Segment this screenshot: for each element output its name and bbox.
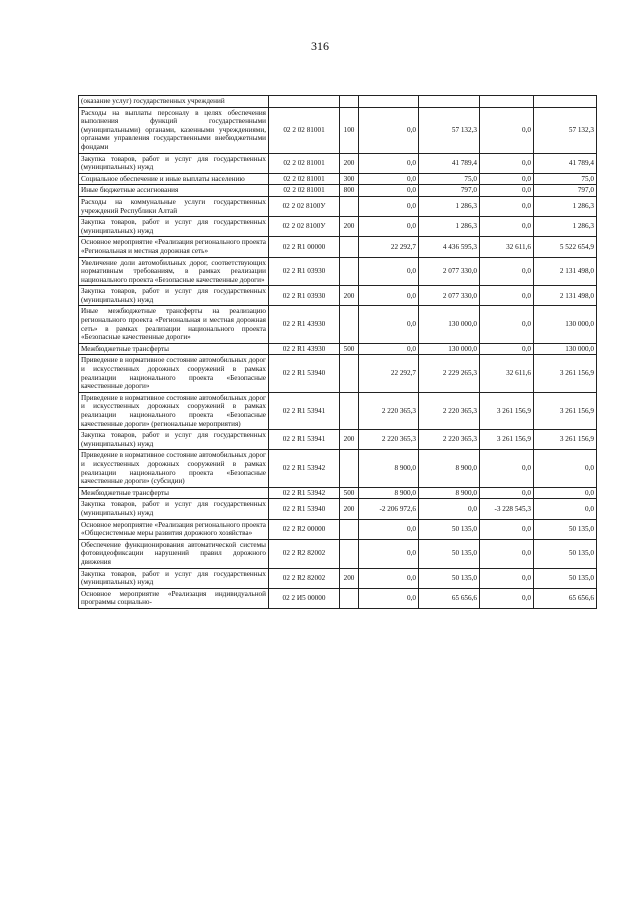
row-value-2: 2 077 330,0 xyxy=(419,257,480,286)
row-expense-type xyxy=(340,450,359,487)
row-name: Приведение в нормативное состояние автомобильных дорог и искусственных дорожных сооружений в рамках реализации национального проекта «Безопасные качественные дороги» xyxy=(79,355,269,392)
table-row xyxy=(79,588,597,608)
row-name: Закупка товаров, работ и услуг для государственных (муниципальных) нужд xyxy=(79,217,269,237)
row-expense-type xyxy=(340,588,359,608)
row-value-1: 0,0 xyxy=(359,343,419,355)
table-row xyxy=(79,153,597,173)
row-value-4: 50 135,0 xyxy=(534,519,597,539)
table-row xyxy=(79,185,597,197)
table-row xyxy=(79,487,597,499)
row-value-3: -3 228 545,3 xyxy=(480,499,534,519)
row-code: 02 2 R1 53942 xyxy=(269,450,340,487)
row-value-1: 22 292,7 xyxy=(359,237,419,257)
row-value-1: 0,0 xyxy=(359,185,419,197)
row-value-2: 8 900,0 xyxy=(419,487,480,499)
row-value-4: 41 789,4 xyxy=(534,153,597,173)
table-row xyxy=(79,196,597,216)
row-code: 02 2 02 81001 xyxy=(269,153,340,173)
table-row xyxy=(79,237,597,257)
row-value-1: 0,0 xyxy=(359,196,419,216)
row-code: 02 2 R1 43930 xyxy=(269,343,340,355)
table-row xyxy=(79,539,597,568)
row-expense-type xyxy=(340,539,359,568)
row-value-1: 0,0 xyxy=(359,539,419,568)
row-value-3: 0,0 xyxy=(480,173,534,185)
row-value-3: 0,0 xyxy=(480,539,534,568)
row-code: 02 2 02 8100У xyxy=(269,196,340,216)
row-value-4: 2 131 498,0 xyxy=(534,286,597,306)
row-value-1: -2 206 972,6 xyxy=(359,499,419,519)
row-value-3: 0,0 xyxy=(480,153,534,173)
row-value-2: 2 220 365,3 xyxy=(419,392,480,429)
row-name: Обеспечение функционирования автоматической системы фотовидеофиксации нарушений правил дорожного движения xyxy=(79,539,269,568)
row-code: 02 2 R1 03930 xyxy=(269,286,340,306)
row-value-3: 32 611,6 xyxy=(480,355,534,392)
row-expense-type: 500 xyxy=(340,343,359,355)
page-number: 316 xyxy=(311,39,329,53)
row-value-4: 57 132,3 xyxy=(534,107,597,153)
row-name: Закупка товаров, работ и услуг для государственных (муниципальных) нужд xyxy=(79,153,269,173)
row-code: 02 2 R2 82002 xyxy=(269,568,340,588)
row-value-2: 797,0 xyxy=(419,185,480,197)
row-value-1: 0,0 xyxy=(359,257,419,286)
row-value-1: 0,0 xyxy=(359,217,419,237)
row-code: 02 2 02 81001 xyxy=(269,185,340,197)
row-value-1: 0,0 xyxy=(359,286,419,306)
row-value-2 xyxy=(419,96,480,108)
row-name: Межбюджетные трансферты xyxy=(79,487,269,499)
row-value-4: 3 261 156,9 xyxy=(534,355,597,392)
row-value-2: 2 220 365,3 xyxy=(419,430,480,450)
table-row xyxy=(79,306,597,343)
row-expense-type: 200 xyxy=(340,286,359,306)
row-value-2: 4 436 595,3 xyxy=(419,237,480,257)
row-value-3: 0,0 xyxy=(480,487,534,499)
row-value-4: 1 286,3 xyxy=(534,217,597,237)
row-code: 02 2 02 8100У xyxy=(269,217,340,237)
row-code: 02 2 R1 53942 xyxy=(269,487,340,499)
row-value-1: 0,0 xyxy=(359,173,419,185)
row-name: Основное мероприятие «Реализация регионального проекта «Региональная и местная дорожная сеть» xyxy=(79,237,269,257)
row-expense-type xyxy=(340,257,359,286)
row-value-3: 0,0 xyxy=(480,450,534,487)
row-expense-type xyxy=(340,237,359,257)
row-code: 02 2 R1 53940 xyxy=(269,499,340,519)
row-expense-type xyxy=(340,196,359,216)
row-value-3: 0,0 xyxy=(480,286,534,306)
row-value-4: 50 135,0 xyxy=(534,539,597,568)
row-value-3 xyxy=(480,96,534,108)
row-value-1 xyxy=(359,96,419,108)
row-value-3: 0,0 xyxy=(480,217,534,237)
row-expense-type: 200 xyxy=(340,568,359,588)
row-value-3: 3 261 156,9 xyxy=(480,392,534,429)
table-row xyxy=(79,568,597,588)
row-value-3: 0,0 xyxy=(480,343,534,355)
row-name: Закупка товаров, работ и услуг для государственных (муниципальных) нужд xyxy=(79,286,269,306)
budget-table xyxy=(78,95,597,609)
row-value-2: 1 286,3 xyxy=(419,217,480,237)
row-code: 02 2 R1 43930 xyxy=(269,306,340,343)
row-value-4: 0,0 xyxy=(534,487,597,499)
row-value-1: 8 900,0 xyxy=(359,450,419,487)
table-row xyxy=(79,217,597,237)
row-expense-type: 200 xyxy=(340,217,359,237)
row-value-4: 5 522 654,9 xyxy=(534,237,597,257)
row-value-1: 0,0 xyxy=(359,107,419,153)
table-row xyxy=(79,499,597,519)
row-value-4: 797,0 xyxy=(534,185,597,197)
row-value-2: 50 135,0 xyxy=(419,539,480,568)
row-value-3: 3 261 156,9 xyxy=(480,430,534,450)
row-value-4: 3 261 156,9 xyxy=(534,430,597,450)
table-row xyxy=(79,173,597,185)
row-value-1: 0,0 xyxy=(359,306,419,343)
table-row xyxy=(79,107,597,153)
row-name: Иные межбюджетные трансферты на реализацию регионального проекта «Региональная и местная дорожная сеть» в рамках реализации национального проекта «Безопасные качественные дороги» xyxy=(79,306,269,343)
row-value-2: 75,0 xyxy=(419,173,480,185)
row-value-1: 0,0 xyxy=(359,153,419,173)
row-value-2: 57 132,3 xyxy=(419,107,480,153)
row-expense-type: 800 xyxy=(340,185,359,197)
row-expense-type: 200 xyxy=(340,430,359,450)
row-value-2: 2 229 265,3 xyxy=(419,355,480,392)
row-name: Закупка товаров, работ и услуг для государственных (муниципальных) нужд xyxy=(79,430,269,450)
row-code: 02 2 R2 00000 xyxy=(269,519,340,539)
row-value-1: 8 900,0 xyxy=(359,487,419,499)
row-name: Приведение в нормативное состояние автомобильных дорог и искусственных дорожных сооружений в рамках реализации национального проекта «Безопасные качественные дороги» (региональные мероприятия) xyxy=(79,392,269,429)
row-code: 02 2 02 81001 xyxy=(269,107,340,153)
row-value-4: 1 286,3 xyxy=(534,196,597,216)
table-row xyxy=(79,96,597,108)
row-value-2: 41 789,4 xyxy=(419,153,480,173)
row-value-3: 0,0 xyxy=(480,257,534,286)
row-expense-type xyxy=(340,392,359,429)
row-value-4: 0,0 xyxy=(534,499,597,519)
row-code: 02 2 R1 53940 xyxy=(269,355,340,392)
row-value-4: 50 135,0 xyxy=(534,568,597,588)
row-code: 02 2 И5 00000 xyxy=(269,588,340,608)
row-code: 02 2 R1 03930 xyxy=(269,257,340,286)
row-value-3: 0,0 xyxy=(480,306,534,343)
row-value-2: 0,0 xyxy=(419,499,480,519)
row-name: Межбюджетные трансферты xyxy=(79,343,269,355)
row-code: 02 2 02 81001 xyxy=(269,173,340,185)
row-value-3: 0,0 xyxy=(480,185,534,197)
row-name: Основное мероприятие «Реализация регионального проекта «Общесистемные меры развития дорожного хозяйства» xyxy=(79,519,269,539)
table-row xyxy=(79,286,597,306)
row-expense-type: 200 xyxy=(340,499,359,519)
row-value-3: 0,0 xyxy=(480,588,534,608)
row-value-4: 3 261 156,9 xyxy=(534,392,597,429)
row-name: Закупка товаров, работ и услуг для государственных (муниципальных) нужд xyxy=(79,568,269,588)
row-value-1: 0,0 xyxy=(359,568,419,588)
row-value-2: 130 000,0 xyxy=(419,306,480,343)
row-value-2: 65 656,6 xyxy=(419,588,480,608)
row-expense-type: 300 xyxy=(340,173,359,185)
row-expense-type: 100 xyxy=(340,107,359,153)
row-code: 02 2 R2 82002 xyxy=(269,539,340,568)
row-code: 02 2 R1 53941 xyxy=(269,392,340,429)
table-row xyxy=(79,519,597,539)
row-name: Приведение в нормативное состояние автомобильных дорог и искусственных дорожных сооружений в рамках реализации национального проекта «Безопасные качественные дороги» (субсидии) xyxy=(79,450,269,487)
row-name: Расходы на коммунальные услуги государственных учреждений Республики Алтай xyxy=(79,196,269,216)
row-code: 02 2 R1 53941 xyxy=(269,430,340,450)
row-value-2: 50 135,0 xyxy=(419,519,480,539)
row-value-1: 0,0 xyxy=(359,519,419,539)
row-value-2: 130 000,0 xyxy=(419,343,480,355)
row-value-4: 2 131 498,0 xyxy=(534,257,597,286)
row-value-2: 50 135,0 xyxy=(419,568,480,588)
row-value-4: 130 000,0 xyxy=(534,343,597,355)
row-name: Закупка товаров, работ и услуг для государственных (муниципальных) нужд xyxy=(79,499,269,519)
row-expense-type: 200 xyxy=(340,153,359,173)
row-name: Увеличение доли автомобильных дорог, соответствующих нормативным требованиям, в рамках реализации национального проекта «Безопасные качественные дороги» xyxy=(79,257,269,286)
row-value-1: 2 220 365,3 xyxy=(359,392,419,429)
row-code xyxy=(269,96,340,108)
row-value-2: 8 900,0 xyxy=(419,450,480,487)
row-value-3: 32 611,6 xyxy=(480,237,534,257)
table-row xyxy=(79,343,597,355)
table-row xyxy=(79,450,597,487)
row-code: 02 2 R1 00000 xyxy=(269,237,340,257)
row-name: Основное мероприятие «Реализация индивидуальной программы социально- xyxy=(79,588,269,608)
row-value-3: 0,0 xyxy=(480,568,534,588)
row-value-1: 22 292,7 xyxy=(359,355,419,392)
row-value-4: 0,0 xyxy=(534,450,597,487)
row-value-4 xyxy=(534,96,597,108)
row-value-3: 0,0 xyxy=(480,519,534,539)
row-expense-type xyxy=(340,519,359,539)
row-name: Социальное обеспечение и иные выплаты населению xyxy=(79,173,269,185)
table-row xyxy=(79,430,597,450)
row-name: Расходы на выплаты персоналу в целях обеспечения выполнения функций государственными (муниципальными) органами, казенными учреждениями, органами управления государственными внебюджетными фондами xyxy=(79,107,269,153)
row-value-3: 0,0 xyxy=(480,107,534,153)
row-value-4: 75,0 xyxy=(534,173,597,185)
table-row xyxy=(79,392,597,429)
row-value-1: 0,0 xyxy=(359,588,419,608)
row-expense-type xyxy=(340,96,359,108)
row-value-3: 0,0 xyxy=(480,196,534,216)
row-name: Иные бюджетные ассигнования xyxy=(79,185,269,197)
row-name: (оказание услуг) государственных учреждений xyxy=(79,96,269,108)
row-expense-type: 500 xyxy=(340,487,359,499)
row-value-1: 2 220 365,3 xyxy=(359,430,419,450)
row-expense-type xyxy=(340,355,359,392)
row-value-4: 130 000,0 xyxy=(534,306,597,343)
table-row xyxy=(79,355,597,392)
row-expense-type xyxy=(340,306,359,343)
row-value-2: 2 077 330,0 xyxy=(419,286,480,306)
table-row xyxy=(79,257,597,286)
row-value-4: 65 656,6 xyxy=(534,588,597,608)
row-value-2: 1 286,3 xyxy=(419,196,480,216)
budget-table-body xyxy=(79,96,597,609)
